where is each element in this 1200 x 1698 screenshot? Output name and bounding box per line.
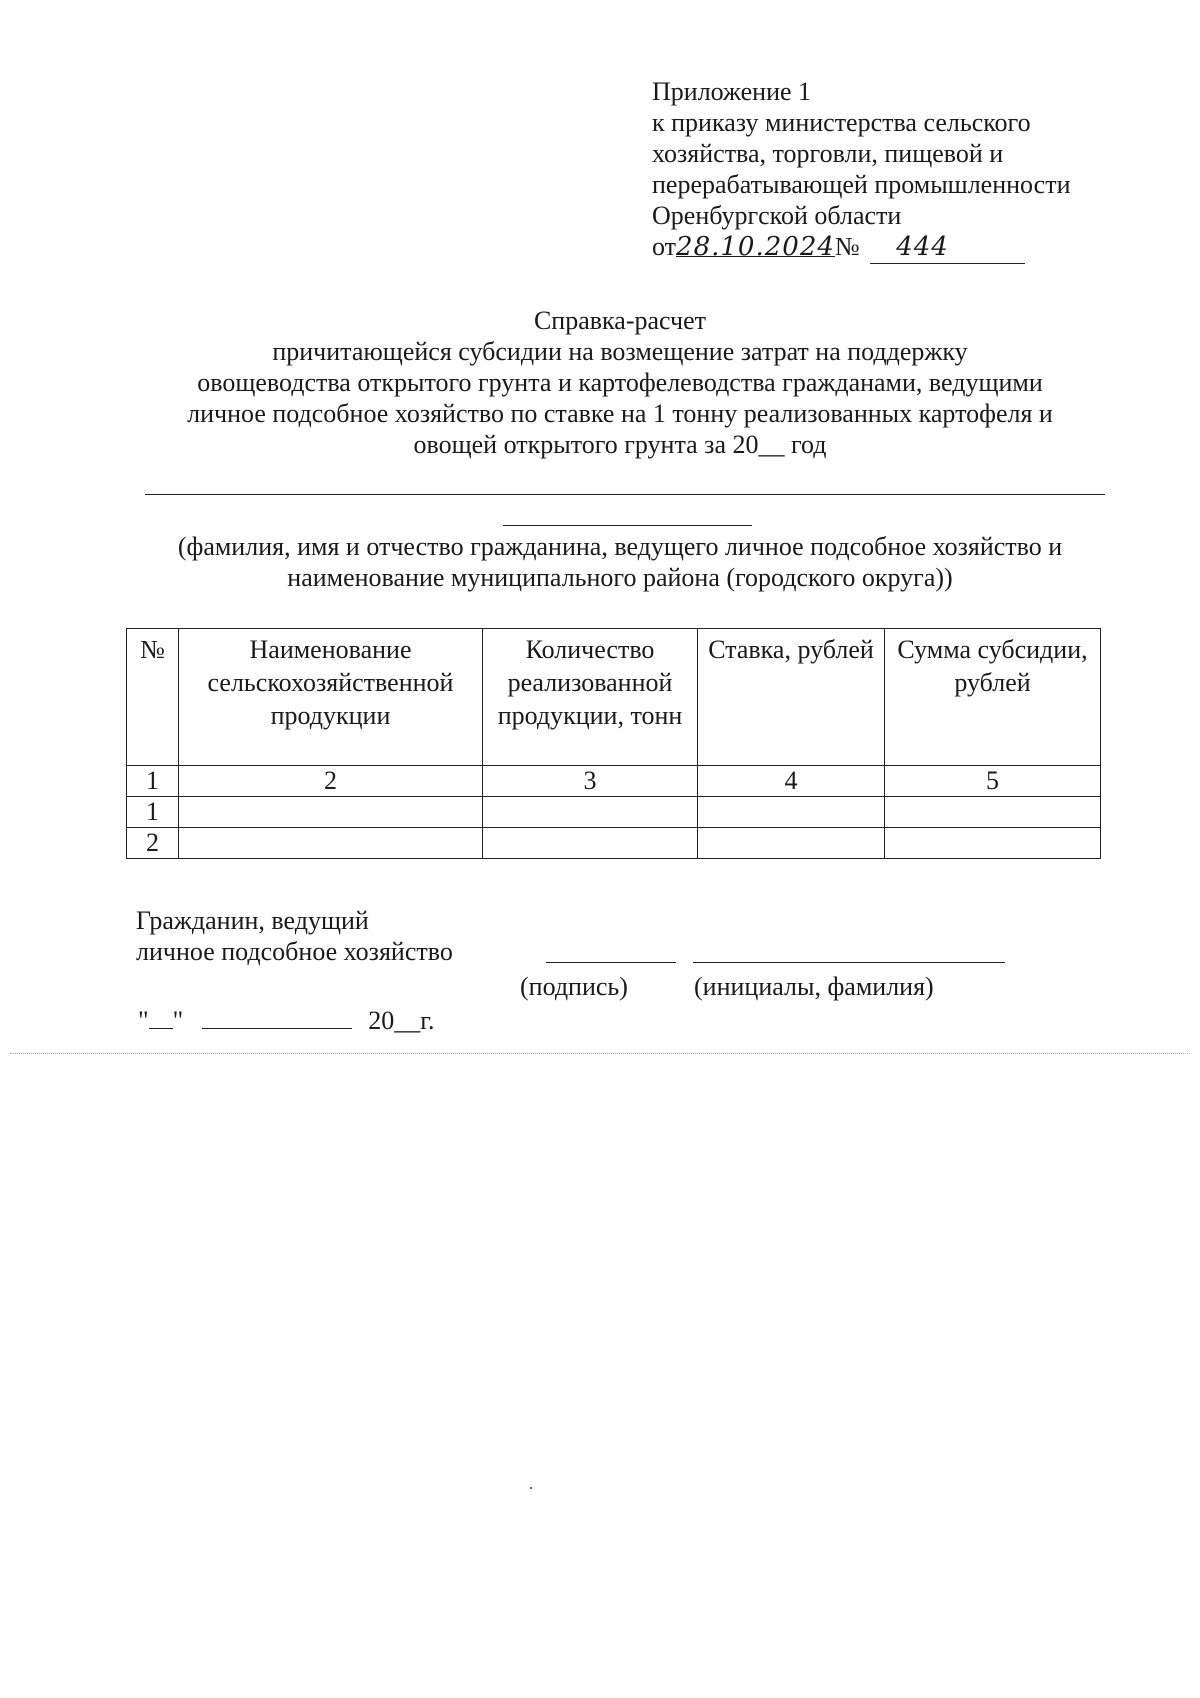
date-year: 20__г. [368, 1006, 435, 1035]
header-quantity: Количество реализованной продукции, тонн [483, 629, 698, 766]
table-row [127, 797, 1101, 828]
date-quote-close: " [172, 1006, 184, 1035]
cell-product [179, 797, 483, 828]
annex-line: перерабатывающей промышленности [652, 170, 1071, 199]
signature-text [136, 905, 453, 967]
annex-line: Оренбургской области [652, 201, 902, 230]
annex-date-line [652, 231, 1172, 264]
title-heading: Справка-расчет [533, 306, 707, 335]
row-number: 2 [127, 828, 179, 859]
handwritten-date: 28.10.2024 [676, 232, 835, 262]
handwritten-number: 444 [896, 232, 949, 262]
header-product-name: Наименование сельскохозяйственной продукции [179, 629, 483, 766]
signature-date-line [138, 1005, 434, 1036]
caption-line: (фамилия, имя и отчество гражданина, ведущего личное подсобное хозяйство и [177, 532, 1063, 561]
cell-quantity [483, 797, 698, 828]
annex-line: к приказу министерства сельского [652, 108, 1031, 137]
day-fill-line [149, 1028, 173, 1029]
table-column-number-row [127, 766, 1101, 797]
column-number: 2 [179, 766, 483, 797]
title-line: овощеводства открытого грунта и картофелеводства гражданами, ведущими [197, 368, 1043, 397]
number-label: № [834, 232, 860, 261]
scan-dotted-line [10, 1053, 1190, 1054]
initials-fill-line [693, 962, 1005, 963]
cell-quantity [483, 828, 698, 859]
header-rate: Ставка, рублей [698, 629, 885, 766]
column-number: 3 [483, 766, 698, 797]
title-line: овощей открытого грунта за 20__ год [413, 430, 827, 459]
column-number: 1 [127, 766, 179, 797]
title-line: причитающейся субсидии на возмещение затрат на поддержку [272, 337, 968, 366]
row-number: 1 [127, 797, 179, 828]
sign-label: (подпись) [520, 972, 628, 1001]
title-line: личное подсобное хозяйство по ставке на 1 тонну реализованных картофеля и [187, 399, 1053, 428]
scan-speck [530, 1487, 532, 1489]
cell-product [179, 828, 483, 859]
signature-fill-line [546, 962, 676, 963]
fill-caption [120, 531, 1120, 593]
subsidy-table [126, 628, 1101, 859]
name-label: (инициалы, фамилия) [694, 972, 934, 1001]
annex-title: Приложение 1 [652, 77, 812, 106]
table-header-row [127, 629, 1101, 766]
column-number: 5 [885, 766, 1101, 797]
header-subsidy-sum: Сумма субсидии, рублей [885, 629, 1101, 766]
signature-line-1: Гражданин, ведущий [136, 906, 369, 935]
cell-sum [885, 828, 1101, 859]
name-fill-line [145, 494, 1105, 495]
cell-sum [885, 797, 1101, 828]
district-fill-line [503, 525, 752, 526]
order-number-line [870, 231, 1025, 264]
column-number: 4 [698, 766, 885, 797]
caption-line: наименование муниципального района (городского округа)) [287, 563, 953, 592]
table-row [127, 828, 1101, 859]
annex-line: хозяйства, торговли, пищевой и [652, 139, 1004, 168]
date-quote-open: " [138, 1006, 149, 1035]
document-title [120, 305, 1120, 460]
cell-rate [698, 797, 885, 828]
header-number: № [127, 629, 179, 766]
date-prefix: от [652, 232, 677, 261]
signature-line-2: личное подсобное хозяйство [136, 937, 453, 966]
annex-header [652, 76, 1172, 264]
month-fill-line [202, 1028, 352, 1029]
cell-rate [698, 828, 885, 859]
